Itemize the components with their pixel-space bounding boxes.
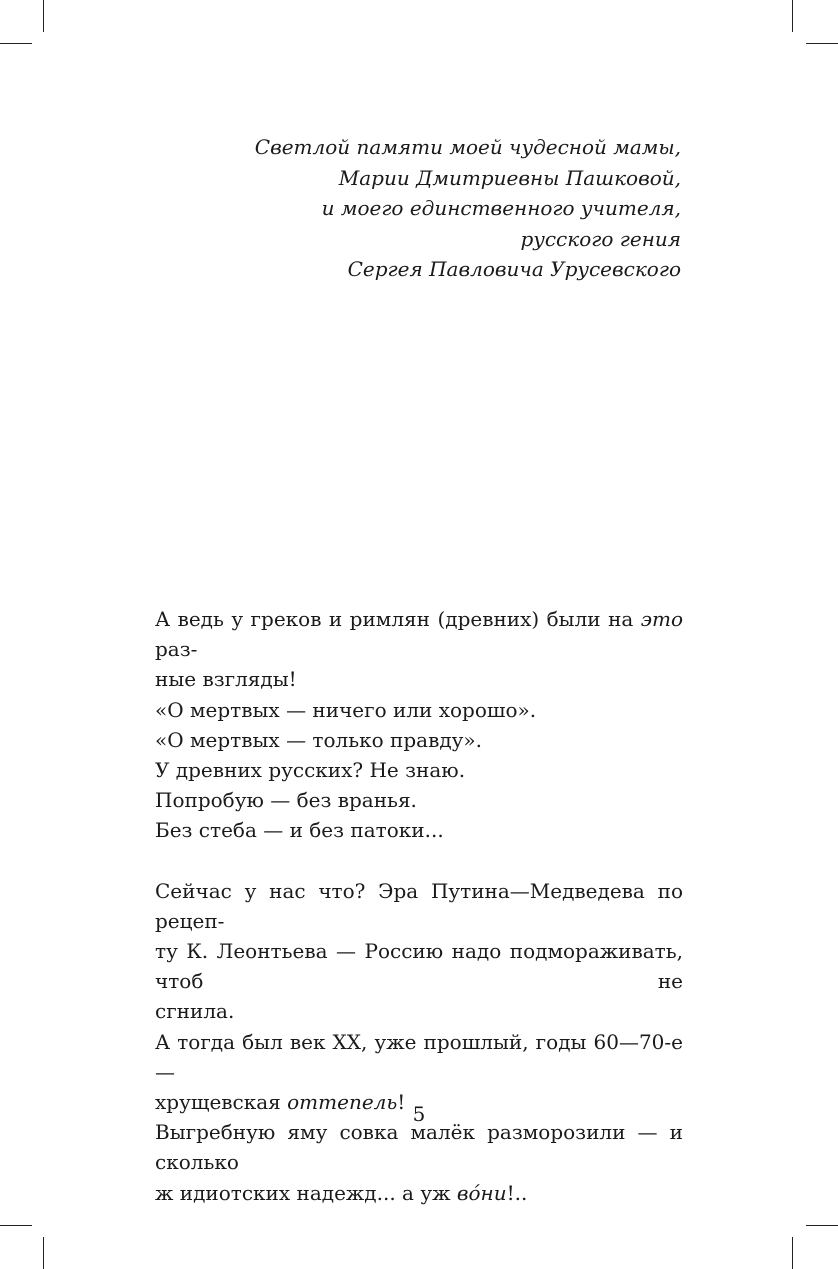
text-line: Попробую — без вранья.	[155, 788, 417, 813]
dedication-line: русского гения	[520, 226, 681, 251]
crop-mark	[806, 43, 838, 44]
crop-mark	[0, 1225, 32, 1226]
emphasis: это	[640, 607, 683, 631]
text-span: А ведь у греков и римлян (древних) были на	[155, 607, 641, 631]
crop-mark	[792, 0, 793, 32]
paragraph-gap	[155, 846, 683, 876]
text-line	[155, 1178, 683, 1208]
dedication-line: Сергея Павловича Урусевского	[347, 257, 681, 281]
crop-mark	[43, 1237, 44, 1269]
paragraph-greeks	[155, 604, 683, 695]
crop-mark	[792, 1237, 793, 1269]
text-line: ные взгляды!	[155, 667, 297, 692]
page-number: 5	[412, 1102, 426, 1126]
crop-mark	[806, 1225, 838, 1226]
text-line: У древних русских? Не знаю.	[155, 758, 466, 783]
text-line: Без стеба — и без патоки...	[155, 818, 444, 843]
text-line: сгнила.	[155, 999, 235, 1024]
text-span: раз-	[155, 637, 198, 662]
emphasis: оттепель	[287, 1090, 398, 1115]
paragraph-cesspit	[155, 1117, 683, 1208]
paragraph-now	[155, 876, 683, 1027]
dedication-line: Марии Дмитриевны Пашковой,	[338, 165, 681, 190]
dedication-line: и моего единственного учителя,	[321, 196, 681, 220]
text-span: хрущевская	[155, 1090, 288, 1115]
emphasis: вóни	[456, 1180, 507, 1205]
text-span: !	[397, 1090, 406, 1115]
quote-line: «О мертвых — ничего или хорошо».	[155, 697, 537, 722]
dedication	[161, 132, 681, 285]
crop-mark	[0, 43, 32, 44]
text-line: А тогда был век XX, уже прошлый, годы 60—70-е —	[155, 1029, 683, 1084]
dedication-line: Светлой памяти моей чудесной мамы,	[254, 135, 681, 159]
text-line: Выгребную яму совка малёк разморозили — и сколько	[155, 1120, 683, 1175]
text-span: ж идиотских надежд... а уж	[155, 1180, 457, 1205]
text-line: Сейчас у нас что? Эра Путина—Медведева по рецеп-	[155, 878, 683, 933]
quote-line: «О мертвых — только правду».	[155, 727, 483, 752]
text-line: ту К. Леонтьева — Россию надо подмораживать, чтоб не	[155, 939, 683, 994]
crop-mark	[43, 0, 44, 32]
text-line	[155, 604, 683, 664]
text-span: !..	[506, 1180, 528, 1205]
